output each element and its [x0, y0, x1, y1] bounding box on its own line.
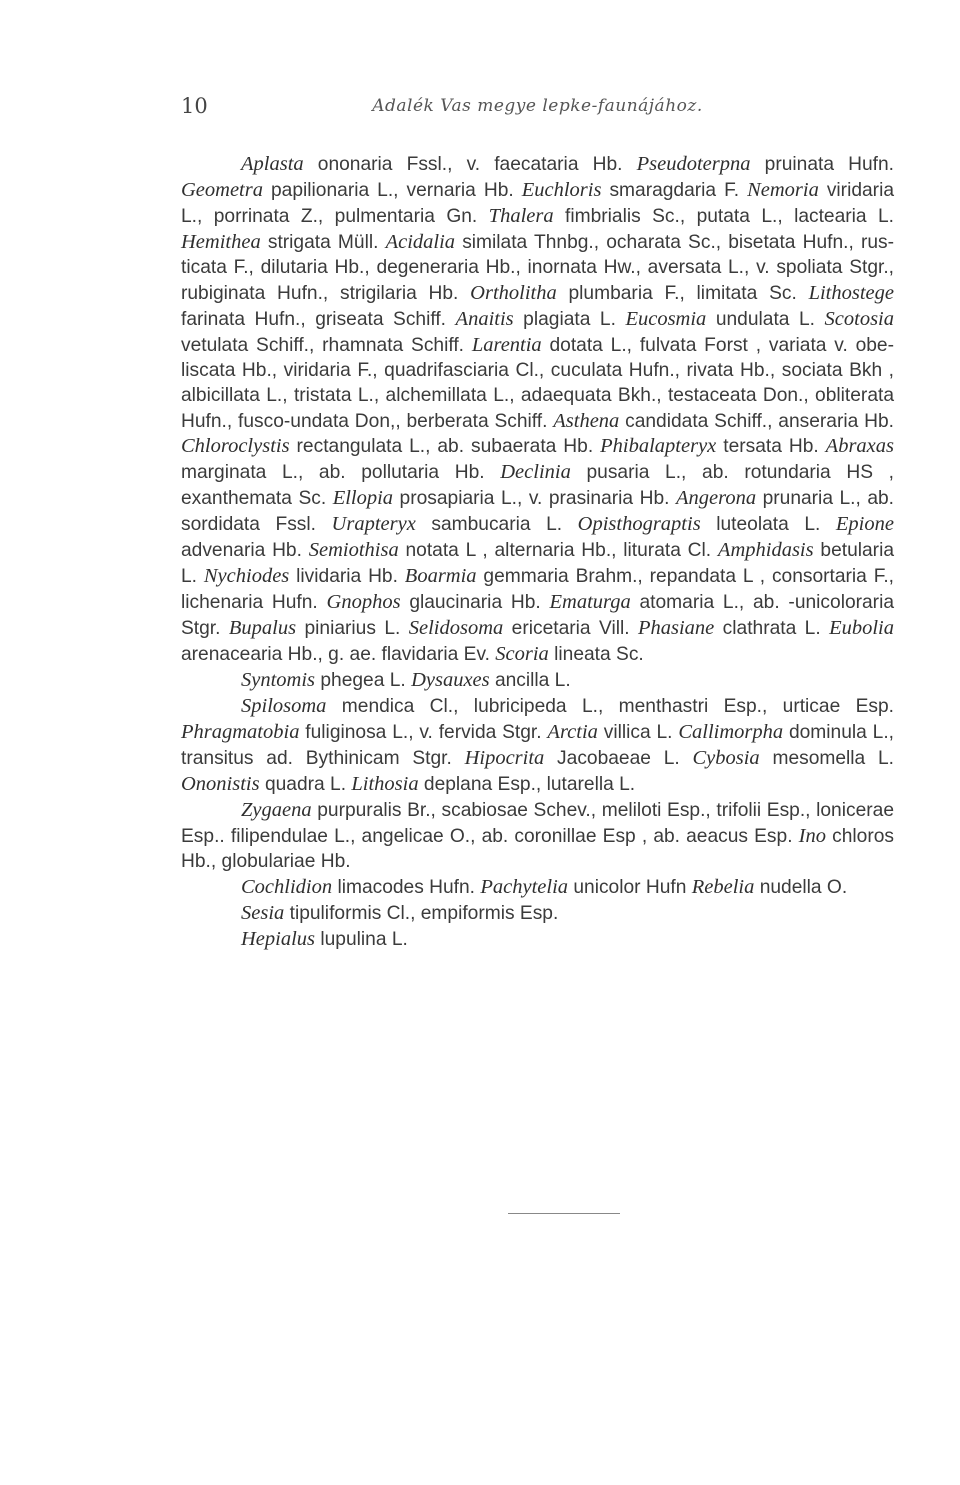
genus-name: Arctia: [547, 720, 598, 743]
genus-name: Spilosoma: [241, 695, 327, 718]
genus-name: Ellopia: [332, 487, 394, 510]
species-text: quadra L.: [259, 773, 352, 795]
genus-name: Hemithea: [181, 230, 261, 253]
species-text: candidata Schiff., anseraria Hb.: [619, 410, 894, 432]
genus-name: Hepialus: [241, 927, 316, 950]
genus-name: Epione: [835, 513, 894, 536]
species-text: piniarius L.: [296, 618, 409, 640]
genus-name: Asthena: [553, 409, 620, 432]
page-number: 10: [181, 94, 208, 118]
genus-name: Nychiodes: [203, 565, 290, 588]
paragraph: [181, 901, 894, 927]
species-text: plumbaria F., limitata Sc.: [556, 282, 809, 304]
paragraph: [181, 668, 894, 694]
species-text: glaucinaria Hb.: [400, 592, 550, 614]
genus-name: Euchloris: [521, 178, 602, 201]
genus-name: Hipocrita: [464, 746, 545, 769]
species-list-text: [181, 152, 894, 953]
species-text: notata L , alternaria Hb., liturata Cl.: [398, 540, 718, 562]
species-text: villica L.: [597, 721, 679, 743]
genus-name: Declinia: [500, 461, 571, 484]
species-text: tersata Hb.: [716, 436, 826, 458]
species-text: farinata Hufn., griseata Schiff.: [181, 308, 456, 330]
species-text: plagiata L.: [513, 308, 626, 330]
species-text: papilionaria L., vernaria Hb.: [262, 179, 522, 201]
species-text: limacodes Hufn.: [332, 876, 481, 898]
species-text: lineata Sc.: [548, 644, 644, 666]
species-text: marginata L., ab. pollutaria Hb.: [181, 462, 501, 484]
species-text: smaragdaria F.: [601, 179, 748, 201]
genus-name: Phibalapteryx: [600, 435, 717, 458]
genus-name: Lithostege: [808, 281, 894, 304]
genus-name: Amphidasis: [717, 539, 814, 562]
species-text: mendica Cl., lubricipeda L., menthastri Esp., urticae Esp.: [326, 696, 894, 718]
genus-name: Syntomis: [241, 669, 316, 692]
paragraph: [181, 875, 894, 901]
genus-name: Nemoria: [747, 178, 819, 201]
genus-name: Geometra: [181, 178, 263, 201]
genus-name: Pseudoterpna: [636, 153, 751, 175]
species-text: Jacobaeae L.: [544, 747, 693, 769]
species-text: rectangulata L., ab. subaerata Hb.: [289, 436, 601, 458]
genus-name: Acidalia: [385, 230, 456, 253]
genus-name: Anaitis: [455, 307, 514, 330]
species-text: clathrata L.: [714, 618, 830, 640]
running-title: Adalék Vas megye lepke-faunájához.: [372, 96, 703, 116]
species-text: similata Thnbg., ocharata Sc., bisetata Hufn., rusticata F., dilutaria Hb., degeneraria Hb., inornata Hw., aversata L., v. spoliata Stgr., rubiginata Hufn., strigilaria Hb.: [181, 231, 894, 304]
species-text: chloros Hb., globulariae Hb.: [181, 825, 894, 872]
species-text: lividaria Hb.: [289, 566, 405, 588]
species-text: luteolata L.: [700, 514, 836, 536]
species-text: undulata L.: [706, 308, 825, 330]
species-text: fimbrialis Sc., putata L., lactearia L.: [553, 205, 894, 227]
paragraph: [181, 152, 894, 668]
species-text: gemmaria Brahm., repandata L , consortaria F., lichenaria Hufn.: [181, 566, 894, 614]
genus-name: Eubolia: [829, 617, 895, 640]
genus-name: Boarmia: [404, 565, 477, 588]
species-text: ancilla L.: [489, 670, 571, 692]
paragraph: [181, 927, 894, 953]
genus-name: Pachytelia: [480, 875, 569, 898]
species-text: mesomella L.: [759, 747, 894, 769]
paragraph: [181, 694, 894, 798]
species-text: atomaria L., ab. -unicoloraria Stgr.: [181, 592, 895, 640]
species-text: vetulata Schiff., rhamnata Schiff.: [181, 334, 472, 356]
species-text: nudella O.: [754, 876, 848, 898]
species-text: prosapiaria L., v. prasinaria Hb.: [393, 488, 676, 510]
species-text: arenacearia Hb., g. ae. flavidaria Ev.: [181, 644, 496, 666]
genus-name: Cybosia: [692, 746, 760, 769]
genus-name: Ino: [798, 824, 826, 847]
genus-name: Aplasta: [241, 153, 304, 175]
genus-name: Chloroclystis: [181, 435, 290, 458]
genus-name: Thalera: [488, 204, 554, 227]
genus-name: Gnophos: [326, 591, 401, 614]
species-text: deplana Esp., lutarella L.: [418, 773, 636, 795]
species-text: pruinata Hufn.: [750, 154, 894, 175]
genus-name: Phragmatobia: [181, 720, 300, 743]
genus-name: Larentia: [471, 333, 542, 356]
genus-name: Abraxas: [825, 435, 894, 458]
species-text: tipuliformis Cl., empiformis Esp.: [284, 902, 559, 924]
genus-name: Selidosoma: [408, 617, 504, 640]
footer-rule: [508, 1213, 620, 1214]
genus-name: Urapteryx: [331, 513, 416, 536]
species-text: pusaria L., ab. rotundaria HS , exanthemata Sc.: [181, 462, 894, 510]
genus-name: Sesia: [241, 901, 285, 924]
species-text: purpuralis Br., scabiosae Schev., meliloti Esp., trifolii Esp., lonicerae Esp.. filipendulae L., angelicae O., ab. coronillae Esp , ab. aeacus Esp.: [181, 799, 894, 847]
genus-name: Cochlidion: [241, 875, 333, 898]
species-text: ononaria Fssl., v. faecataria Hb.: [303, 154, 637, 175]
genus-name: Callimorpha: [678, 720, 784, 743]
genus-name: Rebelia: [691, 875, 755, 898]
species-text: phegea L.: [315, 670, 412, 692]
species-text: unicolor Hufn: [568, 876, 692, 898]
genus-name: Eucosmia: [625, 307, 707, 330]
genus-name: Ematurga: [549, 591, 631, 614]
species-text: dominula L., transitus ad. Bythinicam Stgr.: [181, 721, 894, 769]
species-text: betularia L.: [181, 540, 895, 588]
genus-name: Ononistis: [181, 772, 260, 795]
genus-name: Ortholitha: [470, 281, 557, 304]
species-text: fuliginosa L., v. fervida Stgr.: [299, 721, 548, 743]
genus-name: Lithosia: [351, 772, 419, 795]
genus-name: Semiothisa: [308, 539, 399, 562]
species-text: sambucaria L.: [415, 514, 578, 536]
page-header: [181, 94, 894, 124]
genus-name: Opisthograptis: [577, 513, 701, 536]
genus-name: Scotosia: [824, 307, 894, 330]
species-text: advenaria Hb.: [181, 540, 309, 562]
genus-name: Angerona: [675, 487, 757, 510]
species-text: prunaria L., ab. sordidata Fssl.: [181, 488, 895, 536]
genus-name: Scoria: [495, 643, 549, 666]
species-text: lupulina L.: [315, 928, 408, 950]
paragraph: [181, 798, 894, 875]
species-text: strigata Müll.: [260, 231, 386, 253]
genus-name: Phasiane: [637, 617, 715, 640]
species-text: dotata L., fulvata Forst , variata v. obeliscata Hb., viridaria F., quadrifasciaria Cl., cuculata Hufn., rivata Hb., sociata Bkh , albicillata L., tristata L., alchemillata L., adaequata Bkh., testaceata Don., obliterata Hufn., fusco-undata Don,, berberata Schiff.: [181, 334, 894, 432]
genus-name: Bupalus: [228, 617, 297, 640]
genus-name: Dysauxes: [411, 669, 490, 692]
genus-name: Zygaena: [241, 798, 312, 821]
species-text: viridaria L., porrinata Z., pulmentaria Gn.: [181, 179, 895, 227]
species-text: ericetaria Vill.: [503, 618, 638, 640]
